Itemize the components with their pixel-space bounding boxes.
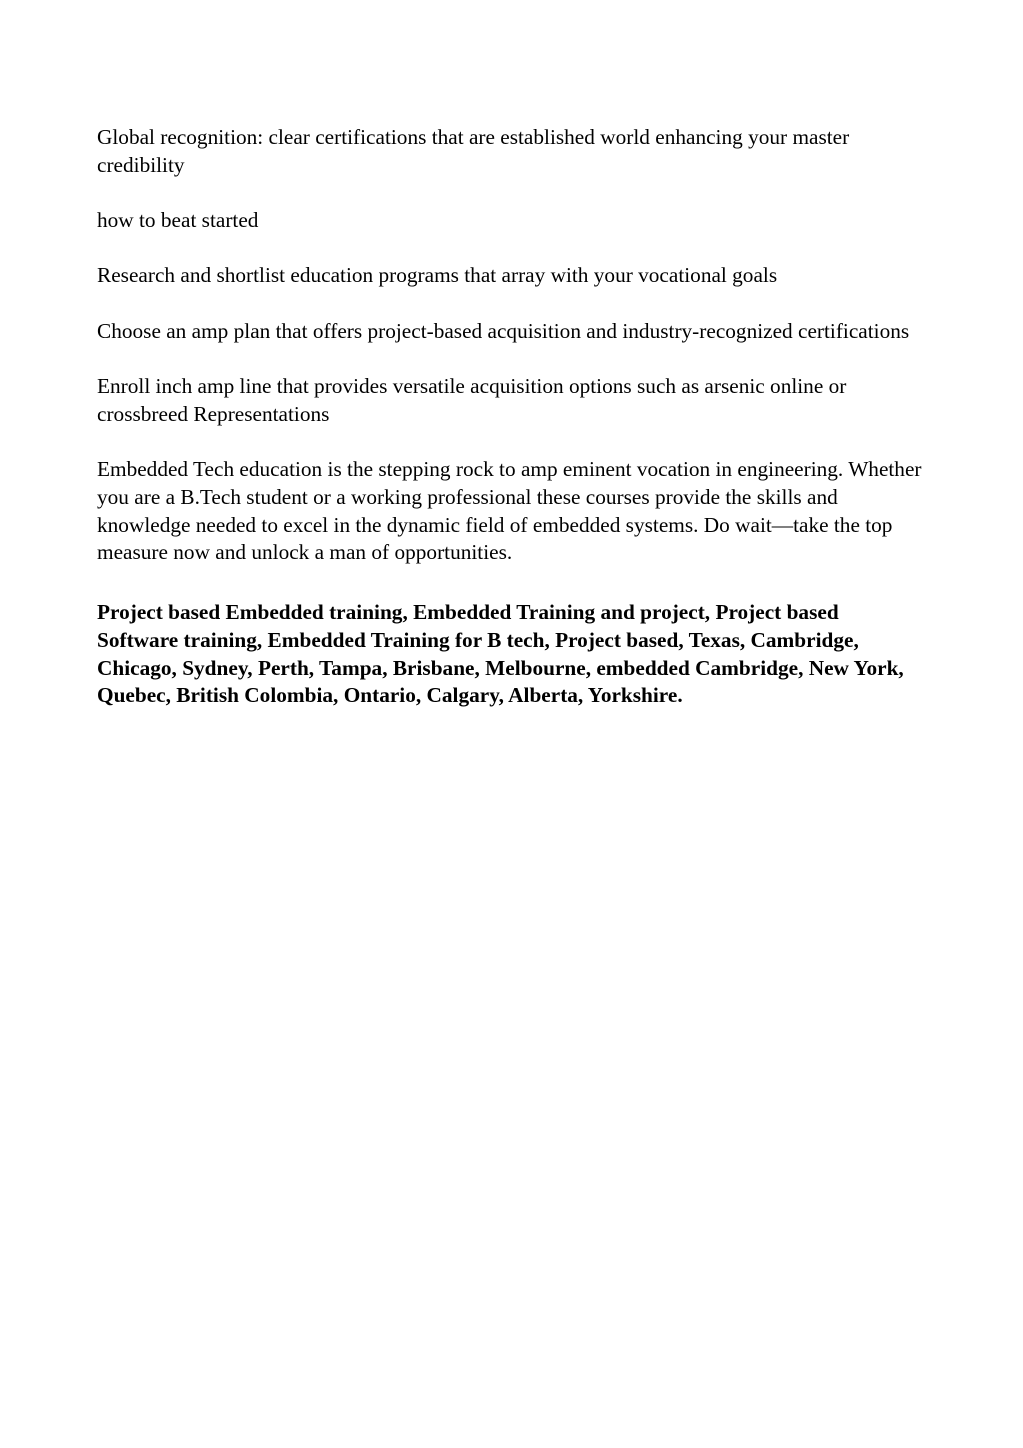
paragraph-global-recognition: Global recognition: clear certifications that are established world enhancing your master credibility bbox=[97, 125, 850, 177]
paragraph-how-to-start: how to beat started bbox=[97, 208, 259, 233]
paragraph-research: Research and shortlist education programs that array with your vocational goals bbox=[97, 263, 778, 288]
paragraph-conclusion: Embedded Tech education is the stepping rock to amp eminent vocation in engineering. Whether you are a B.Tech student or a working professional these courses provide the skills and knowledge needed to excel in the dynamic field of embedded systems. Do wait—take the top measure now and unlock a man of opportunities. bbox=[97, 457, 922, 565]
keywords-paragraph: Project based Embedded training, Embedded Training and project, Project based Software training, Embedded Training for B tech, Project based, Texas, Cambridge, Chicago, Sydney, Perth, Tampa, Brisbane, Melbourne, embedded Cambridge, New York, Quebec, British Colombia, Ontario, Calgary, Alberta, Yorkshire. bbox=[97, 600, 904, 708]
paragraph-choose-plan: Choose an amp plan that offers project-based acquisition and industry-recognized certifications bbox=[97, 318, 910, 343]
document-body bbox=[97, 124, 923, 738]
paragraph-enroll: Enroll inch amp line that provides versatile acquisition options such as arsenic online or crossbreed Representations bbox=[97, 374, 847, 426]
